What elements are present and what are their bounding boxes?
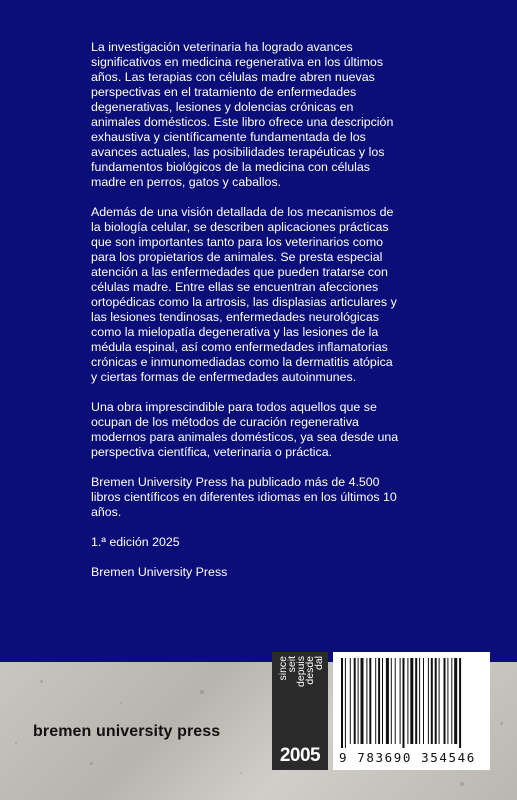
barcode-bar xyxy=(451,658,452,744)
barcode-bar xyxy=(423,658,424,744)
barcode-bar xyxy=(435,658,437,744)
blurb-paragraph-1: La investigación veterinaria ha logrado avances significativos en medicina regenerativa en los últimos años. Las terapias con células madre abren nuevas perspectivas en el tratamiento de enfermedades degenerativas, lesiones y dolencias crónicas en animales domésticos. Este libro ofrece una descripción exhaustiva y científicamente fundamentada de los avances actuales, las posibilidades terapéuticas y los fundamentos biológicos de la medicina con células madre en perros, gatos y caballos. xyxy=(91,40,394,189)
barcode-bar xyxy=(454,658,457,744)
publisher-logo: bremen university press xyxy=(33,723,221,740)
barcode-bar xyxy=(439,658,440,744)
barcode-bar xyxy=(428,658,429,744)
since-badge xyxy=(272,652,328,770)
barcode-bar xyxy=(459,658,461,748)
barcode-bar xyxy=(382,658,383,744)
barcode-bar xyxy=(415,658,417,744)
barcode-bar xyxy=(400,658,401,744)
barcode-bar xyxy=(378,658,380,744)
barcode-bar xyxy=(350,658,351,744)
barcode-bar xyxy=(369,658,371,744)
blurb-paragraph-3: Una obra imprescindible para todos aquellos que se ocupan de los métodos de curación regenerativa modernos para animales domésticos, ya sea desde una perspectiva científica, veterinaria o práctica. xyxy=(91,400,399,459)
since-word-it: dal xyxy=(313,656,325,671)
barcode-bar xyxy=(403,658,405,748)
barcode-bar xyxy=(444,658,446,744)
publisher-note: Bremen University Press ha publicado más de 4.500 libros científicos en diferentes idiomas en los últimos 10 años. xyxy=(91,475,397,519)
barcode-bar xyxy=(386,658,389,744)
barcode-bar xyxy=(354,658,356,744)
barcode-bar xyxy=(395,658,396,744)
barcode-bar xyxy=(341,658,343,748)
barcode-bar xyxy=(391,658,392,744)
barcode-bar xyxy=(431,658,433,744)
publisher-name: Bremen University Press xyxy=(91,565,228,579)
barcode-bar xyxy=(345,658,346,748)
edition-line: 1.ª edición 2025 xyxy=(91,535,180,549)
since-word-en: since xyxy=(277,656,289,681)
barcode-bar xyxy=(366,658,367,744)
barcode-bar xyxy=(407,658,408,744)
since-word-fr: depuis xyxy=(295,656,307,687)
barcode-bar xyxy=(447,658,448,744)
since-word-de: seit xyxy=(286,656,298,673)
isbn-number: 9 783690 354546 xyxy=(339,750,476,765)
barcode-bar xyxy=(358,658,359,744)
blurb-text xyxy=(91,40,401,595)
barcode-bar xyxy=(410,658,413,744)
barcode-bar xyxy=(361,658,364,744)
barcode-bar xyxy=(375,658,376,744)
barcode xyxy=(333,652,490,770)
since-words xyxy=(277,656,325,738)
blurb-paragraph-2: Además de una visión detallada de los mecanismos de la biología celular, se describen aplicaciones prácticas que son importantes tanto para los veterinarios como para los propietarios de animales. Se presta especial atención a las enfermedades que pueden tratarse con células madre. Entre ellas se encuentran afecciones ortopédicas como la artrosis, las displasias articulares y las lesiones tendinosas, enfermedades neurológicas como la mielopatía degenerativa y las lesiones de la médula espinal, así como enfermedades inflamatorias crónicas e inmunomediadas como la dermatitis atópica y ciertas formas de enfermedades autoinmunes. xyxy=(91,205,397,384)
barcode-bar xyxy=(419,658,420,744)
since-word-es: desde xyxy=(304,656,316,685)
since-year: 2005 xyxy=(279,745,321,766)
barcode-bars xyxy=(339,658,484,748)
